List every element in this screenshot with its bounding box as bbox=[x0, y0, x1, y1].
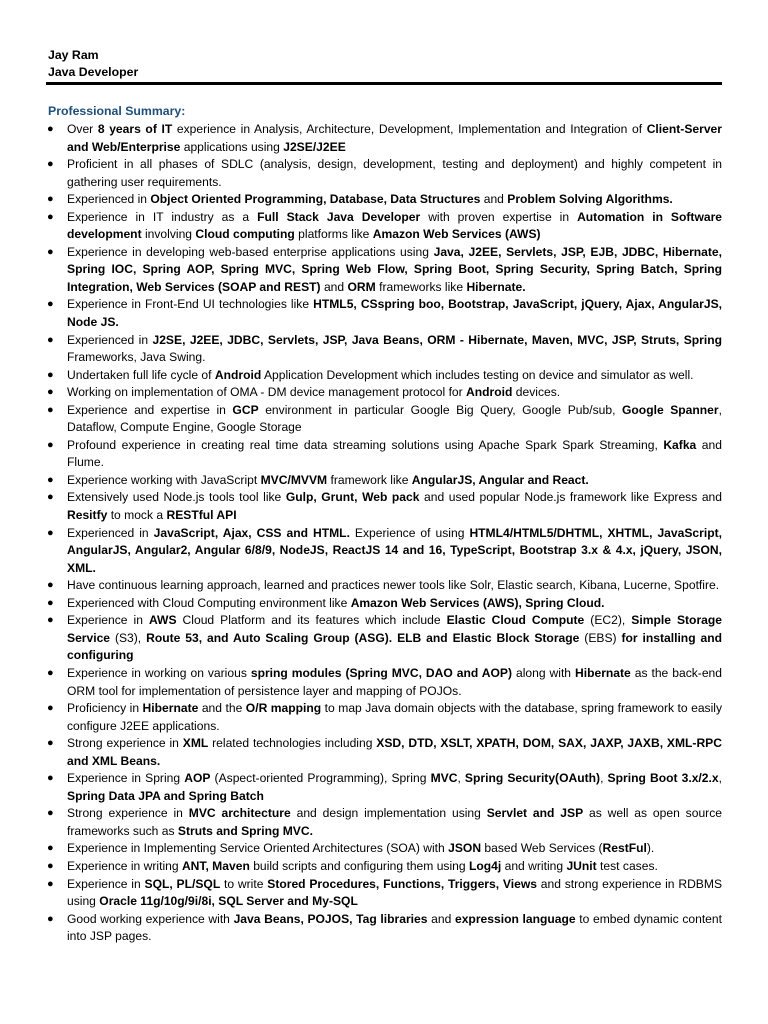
bold-text: Amazon Web Services (AWS) bbox=[372, 227, 541, 242]
bold-text: RESTful API bbox=[166, 508, 237, 523]
text: based Web Services ( bbox=[481, 841, 603, 856]
bold-text: AOP bbox=[184, 771, 211, 786]
text: and design implementation using bbox=[290, 806, 487, 821]
bold-text: for installing and configuring bbox=[67, 630, 723, 663]
text: (Aspect-oriented Programming), Spring bbox=[210, 771, 431, 786]
bullet-point-icon: ● bbox=[47, 737, 54, 750]
text: Experience in bbox=[67, 876, 145, 891]
text: Experienced in bbox=[67, 525, 154, 540]
bullet-point-icon: ● bbox=[47, 193, 54, 206]
bold-text: Object Oriented Programming, Database, Data Structures bbox=[150, 192, 481, 207]
text: Over bbox=[67, 122, 98, 136]
text: to write bbox=[220, 876, 268, 891]
bold-text: Full Stack Java Developer bbox=[257, 209, 421, 224]
bold-text: Struts and Spring MVC. bbox=[177, 823, 313, 838]
bold-text: expression language bbox=[454, 911, 576, 926]
bold-text: ANT, Maven bbox=[181, 858, 250, 873]
bold-text: 8 years of IT bbox=[97, 122, 173, 136]
text: environment in particular Google Big Query, Google Pub/sub, bbox=[258, 402, 623, 417]
summary-bullet bbox=[46, 770, 722, 805]
text: Strong experience in bbox=[67, 806, 189, 821]
bold-text: ORM bbox=[347, 279, 376, 294]
bold-text: Gulp, Grunt, Web pack bbox=[285, 490, 420, 505]
bold-text: JUnit bbox=[566, 858, 597, 873]
text: involving bbox=[141, 227, 196, 242]
text: Experienced in bbox=[67, 332, 153, 347]
summary-bullet bbox=[46, 367, 722, 385]
text: applications using bbox=[180, 139, 284, 154]
bold-text: RestFul bbox=[602, 841, 647, 856]
text: with proven expertise in bbox=[420, 209, 578, 224]
text: and bbox=[427, 911, 455, 926]
bold-text: JavaScript, Ajax, CSS and HTML. bbox=[153, 525, 350, 540]
bold-text: Spring Data JPA and Spring Batch bbox=[67, 788, 264, 803]
text: to mock a bbox=[107, 508, 167, 523]
text: framework like bbox=[327, 472, 412, 487]
bold-text: Cloud computing bbox=[195, 227, 295, 242]
bullet-point-icon: ● bbox=[47, 438, 54, 451]
summary-bullet bbox=[46, 595, 722, 613]
text: build scripts and configuring them using bbox=[249, 858, 469, 873]
text: and used popular Node.js framework like Express and bbox=[419, 490, 722, 505]
summary-bullet bbox=[46, 191, 722, 209]
bullet-point-icon: ● bbox=[47, 702, 54, 715]
bullet-point-icon: ● bbox=[47, 807, 54, 820]
summary-bullet bbox=[46, 489, 722, 524]
text: Extensively used Node.js tools tool like bbox=[67, 490, 286, 505]
summary-bullet bbox=[46, 735, 722, 770]
text: Experience in Spring bbox=[67, 771, 185, 786]
text: Experienced with Cloud Computing environment like bbox=[67, 595, 351, 610]
text: and Flume. bbox=[67, 437, 722, 470]
text: (EBS) bbox=[579, 630, 622, 645]
bold-text: Kafka bbox=[663, 437, 697, 452]
summary-bullet bbox=[46, 805, 722, 840]
summary-bullet bbox=[46, 156, 722, 191]
summary-bullet bbox=[46, 384, 722, 402]
bold-text: J2SE, J2EE, JDBC, Servlets, JSP, Java Beans, ORM - Hibernate, Maven, MVC, JSP, Struts, Spring bbox=[152, 332, 722, 347]
text: , Dataflow, Compute Engine, Google Storage bbox=[67, 402, 722, 435]
text: Experience in Front-End UI technologies like bbox=[67, 297, 314, 312]
job-title: Java Developer bbox=[48, 65, 139, 79]
bold-text: SQL, PL/SQL bbox=[144, 876, 221, 891]
bold-text: Simple Storage Service bbox=[67, 613, 722, 645]
text: Experience in IT industry as a bbox=[67, 209, 258, 224]
bold-text: J2SE/J2EE bbox=[283, 139, 346, 154]
text: Experience of using bbox=[349, 525, 470, 540]
text: Cloud Platform and its features which include bbox=[176, 613, 447, 628]
summary-bullet bbox=[46, 437, 722, 472]
summary-bullet bbox=[46, 700, 722, 735]
bullet-point-icon: ● bbox=[47, 666, 54, 679]
bullet-point-icon: ● bbox=[47, 298, 54, 311]
bullet-point-icon: ● bbox=[47, 210, 54, 223]
bold-text: MVC bbox=[430, 771, 458, 786]
section-heading-professional-summary: Professional Summary: bbox=[48, 104, 186, 118]
text: (S3), bbox=[110, 630, 147, 645]
bullet-point-icon: ● bbox=[47, 579, 54, 592]
text: and strong experience in RDBMS using bbox=[67, 876, 723, 909]
bold-text: HTML4/HTML5/DHTML, XHTML, JavaScript, AngularJS, Angular2, Angular 6/8/9, NodeJS, ReactJS 14 and 16, TypeScript, Bootstrap 3.x & 4.x, jQuery, JSON, XML. bbox=[67, 525, 722, 575]
text: Frameworks, Java Swing. bbox=[67, 350, 206, 365]
text: Experience in working on various bbox=[67, 665, 251, 680]
summary-bullet bbox=[46, 244, 722, 297]
text: frameworks like bbox=[375, 279, 467, 294]
text: Profound experience in creating real time data streaming solutions using Apache Spark Spark Streaming, bbox=[67, 437, 664, 452]
text: Application Development which includes testing on device and simulator as well. bbox=[261, 367, 694, 382]
text: and bbox=[480, 192, 508, 207]
bold-text: Spring Security(OAuth) bbox=[464, 771, 601, 786]
bullet-point-icon: ● bbox=[47, 912, 54, 925]
text: along with bbox=[512, 665, 575, 680]
bold-text: MVC/MVVM bbox=[260, 472, 328, 487]
bold-text: Amazon Web Services (AWS), Spring Cloud. bbox=[350, 595, 605, 610]
bold-text: Android bbox=[466, 385, 513, 400]
summary-bullet bbox=[46, 612, 722, 665]
bullet-point-icon: ● bbox=[47, 526, 54, 539]
summary-bullet bbox=[46, 840, 722, 858]
text: devices. bbox=[512, 385, 561, 400]
text: , bbox=[718, 771, 722, 786]
bold-text: Android bbox=[214, 367, 262, 382]
bold-text: Hibernate bbox=[575, 665, 631, 680]
bold-text: Google Spanner bbox=[622, 402, 719, 417]
text: as well as open source frameworks such as bbox=[67, 806, 722, 838]
text: test cases. bbox=[596, 858, 658, 873]
bold-text: AngularJS, Angular and React. bbox=[411, 472, 589, 487]
bold-text: JSON bbox=[448, 841, 482, 856]
bold-text: Stored Procedures, Functions, Triggers, Views bbox=[267, 876, 537, 891]
bold-text: XSD, DTD, XSLT, XPATH, DOM, SAX, JAXP, JAXB, XML-RPC and XML Beans. bbox=[67, 736, 722, 768]
bold-text: Java, J2EE, Servlets, JSP, EJB, JDBC, Hibernate, Spring IOC, Spring AOP, Spring MVC, Spring Web Flow, Spring Boot, Spring Security, Spring Batch, Spring Integration, Web Services (SOAP and REST) bbox=[67, 244, 723, 294]
text: Proficiency in bbox=[67, 701, 143, 716]
bold-text: Spring Boot 3.x/2.x bbox=[607, 771, 719, 786]
text: , bbox=[600, 771, 608, 786]
bullet-point-icon: ● bbox=[47, 877, 54, 890]
bullet-point-icon: ● bbox=[47, 158, 54, 171]
bold-text: Problem Solving Algorithms. bbox=[507, 192, 673, 207]
bullet-point-icon: ● bbox=[47, 123, 54, 135]
text: as the back-end ORM tool for implementation of persistence layer and mapping of POJOs. bbox=[67, 665, 723, 698]
text: Undertaken full life cycle of bbox=[67, 367, 215, 382]
header-divider bbox=[46, 82, 722, 85]
bullet-point-icon: ● bbox=[47, 842, 54, 855]
bold-text: Automation in Software development bbox=[67, 209, 723, 242]
text: Experience in bbox=[67, 613, 149, 628]
bold-text: spring modules (Spring MVC, DAO and AOP) bbox=[250, 665, 513, 680]
bold-text: Client-Server and Web/Enterprise bbox=[67, 122, 722, 154]
bullet-point-icon: ● bbox=[47, 473, 54, 486]
summary-bullet bbox=[46, 911, 722, 946]
bullet-point-icon: ● bbox=[47, 596, 54, 609]
candidate-name: Jay Ram bbox=[48, 48, 99, 62]
summary-bullet bbox=[46, 402, 722, 437]
text: Experience in developing web-based enterprise applications using bbox=[67, 244, 434, 259]
summary-bullet bbox=[46, 296, 722, 331]
text: ). bbox=[646, 841, 655, 856]
text: Good working experience with bbox=[67, 911, 234, 926]
summary-bullet bbox=[46, 121, 722, 156]
bold-text: AWS bbox=[148, 613, 177, 628]
summary-bullet bbox=[46, 577, 722, 595]
text: Have continuous learning approach, learned and practices newer tools like Solr, Elastic search, Kibana, Lucerne, Spotfire. bbox=[67, 578, 720, 593]
text: and writing bbox=[501, 858, 567, 873]
bold-text: Hibernate bbox=[142, 701, 199, 716]
bold-text: Elastic Cloud Compute bbox=[446, 613, 585, 628]
text: Experience in Implementing Service Oriented Architectures (SOA) with bbox=[67, 841, 449, 856]
bold-text: HTML5, CSspring boo, Bootstrap, JavaScript, jQuery, Ajax, AngularJS, Node JS. bbox=[67, 297, 722, 330]
bold-text: Hibernate. bbox=[466, 279, 526, 294]
text: to embed dynamic content into JSP pages. bbox=[67, 911, 722, 944]
bold-text: Oracle 11g/10g/9i/8i, SQL Server and My-SQL bbox=[99, 894, 358, 909]
bullet-point-icon: ● bbox=[47, 245, 54, 258]
header-block bbox=[48, 47, 138, 81]
bullet-point-icon: ● bbox=[47, 491, 54, 504]
text: platforms like bbox=[294, 227, 373, 242]
bullet-point-icon: ● bbox=[47, 772, 54, 785]
summary-bullet bbox=[46, 209, 722, 244]
text: Strong experience in bbox=[67, 736, 183, 751]
bold-text: O/R mapping bbox=[245, 701, 322, 716]
text: Working on implementation of OMA - DM device management protocol for bbox=[67, 385, 467, 400]
bold-text: Route 53, and Auto Scaling Group (ASG). ELB and Elastic Block Storage bbox=[146, 630, 580, 645]
text: Experienced in bbox=[67, 192, 151, 207]
bold-text: Resitfy bbox=[67, 508, 108, 523]
bullet-point-icon: ● bbox=[47, 859, 54, 872]
bold-text: Servlet and JSP bbox=[486, 806, 584, 821]
bullet-point-icon: ● bbox=[47, 368, 54, 381]
text: , bbox=[457, 771, 465, 786]
summary-bullet bbox=[46, 858, 722, 876]
text: Experience and expertise in bbox=[67, 402, 233, 417]
text: Proficient in all phases of SDLC (analysis, design, development, testing and deployment) and highly competent in gathering user requirements. bbox=[67, 157, 722, 189]
text: Experience working with JavaScript bbox=[67, 472, 261, 487]
bold-text: MVC architecture bbox=[188, 806, 291, 821]
text: and bbox=[320, 279, 348, 294]
bold-text: XML bbox=[182, 736, 209, 751]
text: Experience in writing bbox=[67, 858, 182, 873]
text: experience in Analysis, Architecture, Development, Implementation and Integration of bbox=[172, 122, 647, 136]
summary-bullet bbox=[46, 472, 722, 490]
bullet-point-icon: ● bbox=[47, 386, 54, 399]
text: and the bbox=[198, 701, 246, 716]
text: to map Java domain objects with the database, spring framework to easily configure J2EE applications. bbox=[67, 701, 723, 733]
bullet-point-icon: ● bbox=[47, 403, 54, 416]
bold-text: GCP bbox=[232, 402, 259, 417]
text: (EC2), bbox=[584, 613, 632, 628]
bold-text: Java Beans, POJOS, Tag libraries bbox=[233, 911, 428, 926]
bullet-point-icon: ● bbox=[47, 614, 54, 627]
bullet-point-icon: ● bbox=[47, 333, 54, 346]
summary-bullet-list bbox=[46, 121, 722, 946]
bold-text: Log4j bbox=[468, 858, 502, 873]
summary-bullet bbox=[46, 665, 722, 700]
summary-bullet bbox=[46, 876, 722, 911]
summary-bullet bbox=[46, 332, 722, 367]
summary-bullet bbox=[46, 525, 722, 578]
text: related technologies including bbox=[208, 736, 377, 751]
